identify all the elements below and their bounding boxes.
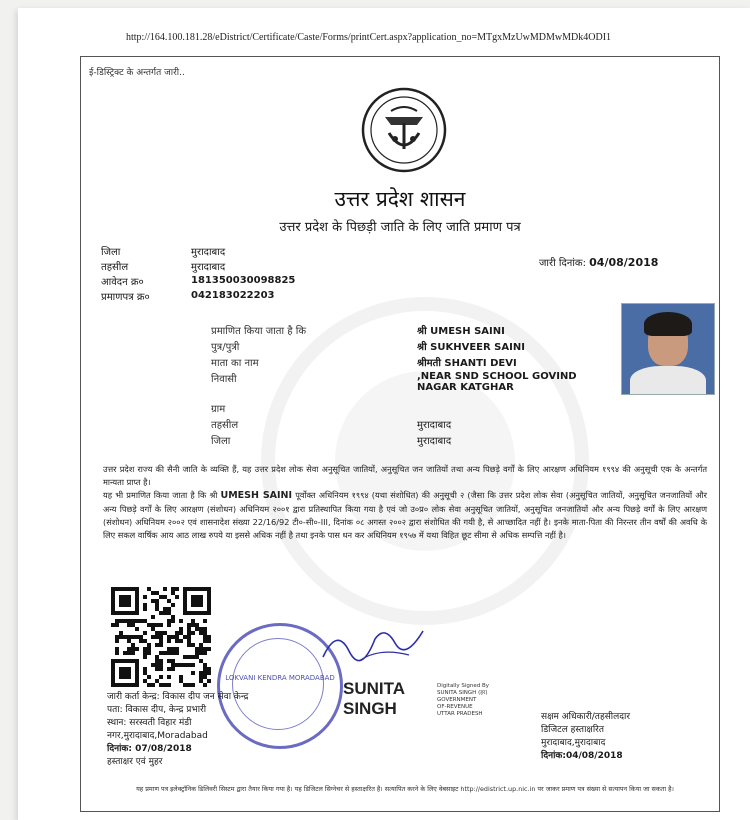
applicant-details <box>211 323 617 449</box>
meta-row-application-no: आवेदन क्र० 181350030098825 <box>101 275 296 288</box>
document-sheet <box>18 8 750 820</box>
applicant-photo <box>621 303 715 395</box>
detail-row-mother: माता का नाम श्रीमती SHANTI DEVI <box>211 358 517 369</box>
detail-row-name: प्रमाणित किया जाता है कि श्री UMESH SAINI <box>211 326 505 337</box>
detail-row-address: निवासी ,NEAR SND SCHOOL GOVIND NAGAR KATGHAR <box>211 371 577 393</box>
certificate-frame <box>80 56 720 812</box>
qr-code-icon <box>111 587 211 687</box>
digital-signer-name: SUNITA SINGH <box>343 679 406 718</box>
edistrict-notice: ई-डिस्ट्रिक्ट के अन्तर्गत जारी.. <box>89 68 185 78</box>
issue-date: जारी दिनांक: 04/08/2018 <box>539 256 659 269</box>
official-stamp: LOKVANI KENDRA MORADABAD <box>217 623 343 749</box>
meta-row-district: जिला मुरादाबाद <box>101 246 226 258</box>
certificate-title: उत्तर प्रदेश के पिछड़ी जाति के लिए जाति प्रमाण पत्र <box>279 220 521 235</box>
meta-row-certificate-no: प्रमाणपत्र क्र० 042183022203 <box>101 290 275 303</box>
meta-row-tehsil: तहसील मुरादाबाद <box>101 261 226 273</box>
handwritten-signature <box>319 617 429 667</box>
issuing-center-info: जारी कर्ता केन्द्र: विकास दीप जन सेवा केन्द्र पता: विकास दीप, केन्द्र प्रभारी स्थान: सरस्वती विहार मंडी नगर,मुरादाबाद,Moradabad दिनांक: 07/08/2018 हस्ताक्षर एवं मुहर <box>107 692 249 767</box>
up-state-emblem-icon <box>361 87 447 173</box>
detail-row-tehsil: तहसील मुरादाबाद <box>211 420 452 431</box>
certificate-body: उत्तर प्रदेश राज्य की सैनी जाति के व्यक्ति हैं, यह उत्तर प्रदेश लोक सेवा अनुसूचित जातियों, अनुसूचित जन जातियों तथा अन्य पिछड़े वर्गों के लिए आरक्षण अधिनियम १९९४ की अनुसूची एक के अन्तर्गत मान्यता प्राप्त है। यह भी प्रमाणित किया जाता है कि श्री UMESH SAINI पूर्वोक्त अधिनियम १९९४ (यथा संशोधित) की अनुसूची २ (जैसा कि उत्तर प्रदेश लोक सेवा (अनुसूचित जातियों, अनुसूचित जनजातियों और अन्य पिछड़े वर्गों के लिए आरक्षण (संशोधन) अधिनियम २००१ द्वारा प्रतिस्थापित किया गया है एवं जो उ०प्र० लोक सेवा अनुसूचित जातियों, अनुसूचित जनजातियों और अन्य पिछड़े वर्गों के लिए आरक्षण (संशोधन) अधिनियम २००२ एवं शासनादेश संख्या 22/16/92 टी०-सी०-III, दिनांक ०८ अगस्त २००२ द्वारा संशोधित की गयी है, से आच्छादित नहीं है। इनके माता-पिता की निरन्तर तीन वर्षों की अवधि के लिए सकल वार्षिक आय आठ लाख रुपये या इससे अधिक नहीं है तथा इनके पास धन कर अधिनियम १९५७ में यथा विहित छूट सीमा से अधिक सम्पत्ति नहीं है। <box>103 464 707 541</box>
detail-row-village: ग्राम <box>211 404 226 415</box>
competent-authority-info: सक्षम अधिकारी/तहसीलदार डिजिटल हस्ताक्षरित मुरादाबाद,मुरादाबाद दिनांक:04/08/2018 <box>541 712 631 761</box>
detail-row-father: पुत्र/पुत्री श्री SUKHVEER SAINI <box>211 342 525 353</box>
detail-row-district: जिला मुरादाबाद <box>211 436 452 447</box>
digital-signature-info: Digitally Signed By SUNITA SINGH (हर) GOVERNMENT OF-REVENUE UTTAR PRADESH <box>437 683 490 717</box>
certificate-meta <box>101 243 295 303</box>
state-title: उत्तर प्रदेश शासन <box>334 187 466 211</box>
verification-footer: यह प्रमाण पत्र इलेक्ट्रॉनिक डिलिवरी सिस्टम द्वारा तैयार किया गया है। यह डिजिटल सिग्नेचर से हस्ताक्षरित है। सत्यापित करने के लिए वेबसाइट http://edistrict.up.nic.in पर जाकर प्रमाण पत्र संख्या से सत्यापन किया जा सकता है। <box>136 785 674 793</box>
print-url: http://164.100.181.28/eDistrict/Certificate/Caste/Forms/printCert.aspx?application_no=MTgxMzUwMDMwMDk4ODI1 <box>126 32 612 43</box>
